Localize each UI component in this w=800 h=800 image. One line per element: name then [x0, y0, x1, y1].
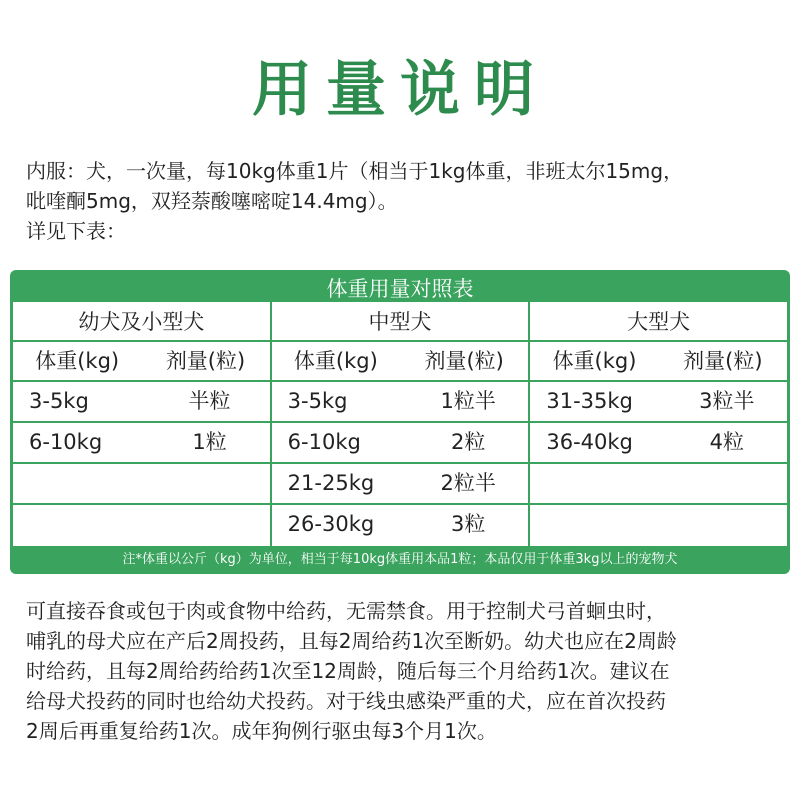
weight-cell: 3-5kg — [29, 389, 89, 413]
page-title: 用量说明 — [252, 55, 548, 125]
intro-text — [26, 156, 786, 246]
instruction-line: 可直接吞食或包于肉或食物中给药，无需禁食。用于控制犬弓首蛔虫时， — [26, 599, 666, 623]
dose-header: 剂量(粒) — [424, 349, 504, 373]
usage-instructions — [26, 596, 786, 746]
dose-cell: 4粒 — [709, 430, 745, 454]
table-row — [272, 505, 529, 546]
table-row — [530, 464, 787, 505]
column-large-dog — [528, 302, 787, 546]
table-row — [272, 464, 529, 505]
table-row — [530, 423, 787, 464]
table-row — [530, 382, 787, 423]
instruction-line: 给母犬投药的同时也给幼犬投药。对于线虫感染严重的犬，应在首次投药 — [26, 689, 666, 713]
weight-header: 体重(kg) — [35, 349, 120, 373]
sub-header-row — [13, 342, 270, 382]
table-grid — [13, 302, 787, 546]
dose-cell: 3粒半 — [699, 389, 755, 413]
dose-header: 剂量(粒) — [683, 349, 763, 373]
dosage-table — [10, 270, 790, 574]
weight-cell — [530, 464, 666, 503]
weight-cell — [13, 464, 149, 503]
table-row — [13, 464, 270, 505]
column-header: 幼犬及小型犬 — [13, 302, 270, 342]
weight-cell: 3-5kg — [287, 389, 348, 413]
table-row — [13, 382, 270, 423]
dose-header: 剂量(粒) — [165, 349, 246, 373]
weight-cell: 6-10kg — [287, 430, 361, 454]
instruction-line: 时给药，且每2周给药给药1次至12周龄，随后每三个月给药1次。建议在 — [26, 659, 670, 683]
dose-cell — [149, 505, 269, 546]
column-header: 中型犬 — [272, 302, 529, 342]
dose-cell: 2粒 — [451, 430, 486, 454]
weight-cell: 21-25kg — [287, 471, 375, 495]
dose-cell: 1粒半 — [440, 389, 496, 413]
table-row — [13, 423, 270, 464]
column-small-dog — [13, 302, 270, 546]
table-footnote: 注*体重以公斤（kg）为单位，相当于每10kg体重用本品1粒；本品仅用于体重3kg以上的宠物犬 — [122, 552, 678, 567]
dose-cell — [667, 464, 787, 503]
weight-cell: 31-35kg — [546, 389, 633, 413]
column-medium-dog — [270, 302, 529, 546]
table-row — [13, 505, 270, 546]
dose-cell — [667, 505, 787, 546]
instruction-line: 2周后再重复给药1次。成年狗例行驱虫每3个月1次。 — [26, 719, 497, 743]
table-title: 体重用量对照表 — [326, 277, 474, 301]
weight-cell: 26-30kg — [287, 512, 375, 536]
weight-cell — [530, 505, 666, 546]
dose-cell — [149, 464, 269, 503]
column-header: 大型犬 — [530, 302, 787, 342]
weight-header: 体重(kg) — [552, 349, 637, 373]
weight-cell — [13, 505, 149, 546]
intro-line: 内服：犬，一次量，每10kg体重1片（相当于1kg体重，非班太尔15mg， — [26, 159, 684, 183]
table-row — [272, 382, 529, 423]
sub-header-row — [272, 342, 529, 382]
dose-cell: 2粒半 — [440, 471, 496, 495]
weight-cell: 36-40kg — [546, 430, 633, 454]
sub-header-row — [530, 342, 787, 382]
table-row — [530, 505, 787, 546]
dose-cell: 半粒 — [188, 389, 231, 413]
table-row — [272, 423, 529, 464]
weight-cell: 6-10kg — [29, 430, 103, 454]
instruction-line: 哺乳的母犬应在产后2周投药，且每2周给药1次至断奶。幼犬也应在2周龄 — [26, 629, 677, 653]
intro-line: 吡喹酮5mg，双羟萘酸噻嘧啶14.4mg）。 — [26, 189, 398, 213]
dose-cell: 1粒 — [192, 430, 227, 454]
weight-header: 体重(kg) — [293, 349, 378, 373]
dose-cell: 3粒 — [451, 512, 486, 536]
intro-line: 详见下表： — [26, 219, 126, 243]
